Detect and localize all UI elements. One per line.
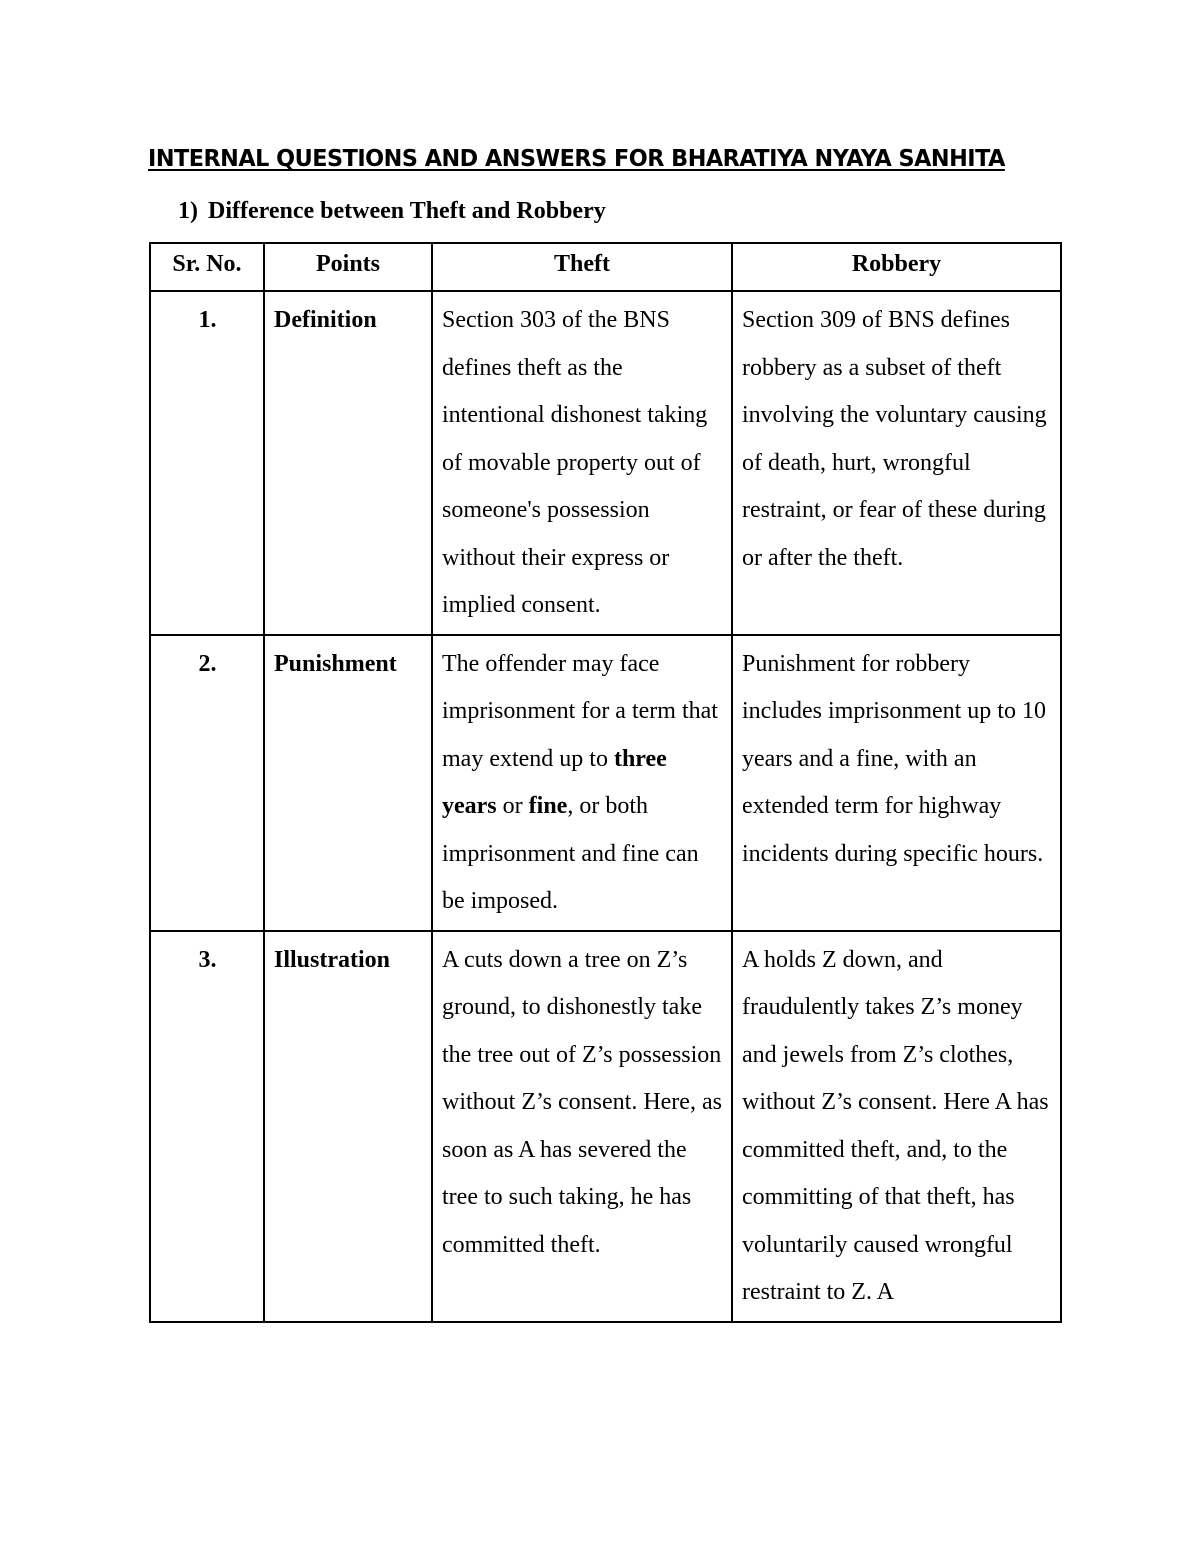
row-robbery-text: Punishment for robbery includes imprisonment up to 10 years and a fine, with an extended term for highway incidents during specific hours. xyxy=(732,635,1061,931)
row-point: Illustration xyxy=(264,931,432,1322)
row-point: Definition xyxy=(264,291,432,635)
row-robbery-text: Section 309 of BNS defines robbery as a subset of theft involving the voluntary causing of death, hurt, wrongful restraint, or fear of these during or after the theft. xyxy=(732,291,1061,635)
header-points: Points xyxy=(264,243,432,291)
row-sr-no: 2. xyxy=(150,635,264,931)
header-robbery: Robbery xyxy=(732,243,1061,291)
row-theft-text: A cuts down a tree on Z’s ground, to dishonestly take the tree out of Z’s possession without Z’s consent. Here, as soon as A has severed the tree to such taking, he has committed theft. xyxy=(432,931,732,1322)
theft-text-part: , or both imprisonment and fine can be imposed. xyxy=(442,793,699,914)
comparison-table xyxy=(149,242,1062,1323)
header-sr-no: Sr. No. xyxy=(150,243,264,291)
table-row xyxy=(150,931,1061,1322)
row-theft-text xyxy=(432,635,732,931)
table-header-row xyxy=(150,243,1061,291)
row-robbery-text: A holds Z down, and fraudulently takes Z’s money and jewels from Z’s clothes, without Z’s consent. Here A has committed theft, and, to the committing of that theft, has voluntarily caused wrongful restraint to Z. A xyxy=(732,931,1061,1322)
document-title: INTERNAL QUESTIONS AND ANSWERS FOR BHARATIYA NYAYA SANHITA xyxy=(148,146,1005,172)
row-point: Punishment xyxy=(264,635,432,931)
row-sr-no: 3. xyxy=(150,931,264,1322)
question-number: 1) xyxy=(178,198,198,224)
row-theft-text: Section 303 of the BNS defines theft as the intentional dishonest taking of movable property out of someone's possession without their express or implied consent. xyxy=(432,291,732,635)
row-sr-no: 1. xyxy=(150,291,264,635)
theft-bold-fine: fine xyxy=(528,793,568,819)
table-row xyxy=(150,635,1061,931)
question-heading xyxy=(178,198,606,225)
table-row xyxy=(150,291,1061,635)
theft-text-part: The offender may face imprisonment for a term that may extend up to xyxy=(442,650,718,772)
header-theft: Theft xyxy=(432,243,732,291)
question-text: Difference between Theft and Robbery xyxy=(208,198,606,224)
theft-bold-term: three years xyxy=(442,745,667,819)
theft-text-part: or xyxy=(496,793,529,819)
